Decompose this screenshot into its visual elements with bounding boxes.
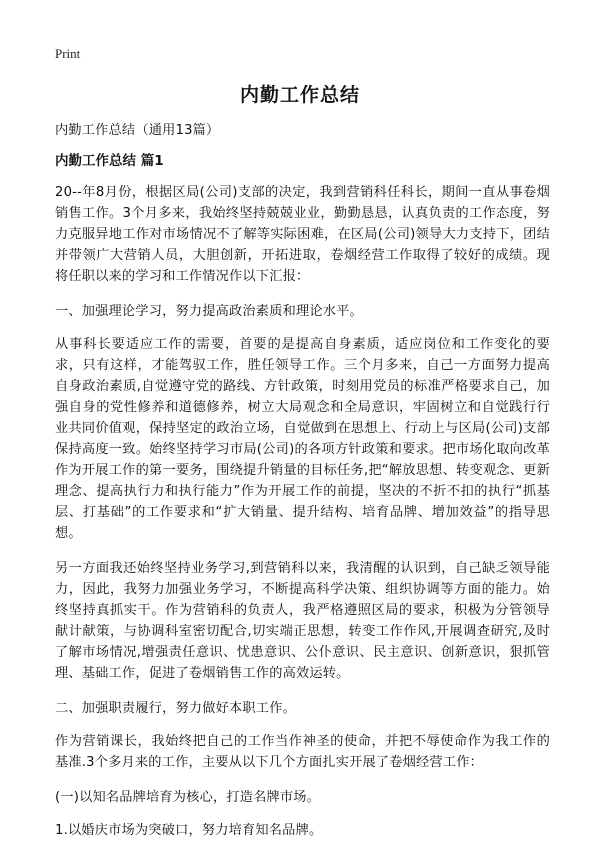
print-link[interactable]: Print (55, 46, 81, 61)
paragraph-duties-intro: 作为营销课长，我始终把自己的工作当作神圣的使命，并把不辱使命作为我工作的基准.3个多月来的工作，主要从以下几个方面扎实开展了卷烟经营工作： (55, 734, 550, 770)
paragraph-item-wedding-market: 1.以婚庆市场为突破口，努力培育知名品牌。 (55, 823, 323, 838)
paragraph-business-study: 另一方面我还始终坚持业务学习,到营销科以来，我清醒的认识到，自己缺乏领导能力，因此，我努力加强业务学习，不断提高科学决策、组织协调等方面的能力。始终坚持真抓实干。作为营销科的负责人，我严格遵照区局的要求，积极为分管领导献计献策，与协调科室密切配合,切实端正思想，转变工作作风,开展调查研究,及时了解市场情况,增强责任意识、忧患意识、公仆意识、民主意识、创新意识，狠抓管理、基础工作，促进了卷烟销售工作的高效运转。 (55, 561, 550, 681)
document-body (55, 120, 550, 853)
paragraph-theory-study: 从事科长要适应工作的需要，首要的是提高自身素质，适应岗位和工作变化的要求，只有这样，才能驾驭工作，胜任领导工作。三个月多来，自己一方面努力提高自身政治素质,自觉遵守党的路线、方针政策，时刻用党员的标准严格要求自己，加强自身的党性修养和道德修养，树立大局观念和全局意识，牢固树立和自觉践行行业共同价值观，保持坚定的政治立场，自觉做到在思想上、行动上与区局(公司)支部保持高度一致。始终坚持学习市局(公司)的各项方针政策和要求。把市场化取向改革作为开展工作的第一要务，围绕提升销量的目标任务,把“解放思想、转变观念、更新理念、提高执行力和执行能力”作为开展工作的前提，坚决的不折不扣的执行“抓基层、打基础”的工作要求和“扩大销量、提升结构、培育品牌、增加效益”的指导思想。 (55, 337, 550, 541)
paragraph-intro: 20--年8月份，根据区局(公司)支部的决定，我到营销科任科长，期间一直从事卷烟销售工作。3个月多来，我始终坚持兢兢业业，勤勤恳恳，认真负责的工作态度，努力克服异地工作对市场情况不了解等实际困难，在区局(公司)领导大力支持下，团结并带领广大营销人员，大胆创新，开拓进取，卷烟经营工作取得了较好的成绩。现将任职以来的学习和工作情况作以下汇报： (55, 185, 550, 284)
paragraph-heading-theory: 一、加强理论学习，努力提高政治素质和理论水平。 (55, 304, 363, 319)
paragraph-subheading-brand: (一)以知名品牌培育为核心，打造名牌市场。 (55, 790, 321, 805)
section-heading: 内勤工作总结 篇1 (55, 153, 164, 169)
paragraph-heading-duties: 二、加强职责履行，努力做好本职工作。 (55, 701, 296, 716)
document-title: 内勤工作总结 (239, 84, 360, 106)
document-subtitle: 内勤工作总结（通用13篇） (55, 123, 220, 138)
